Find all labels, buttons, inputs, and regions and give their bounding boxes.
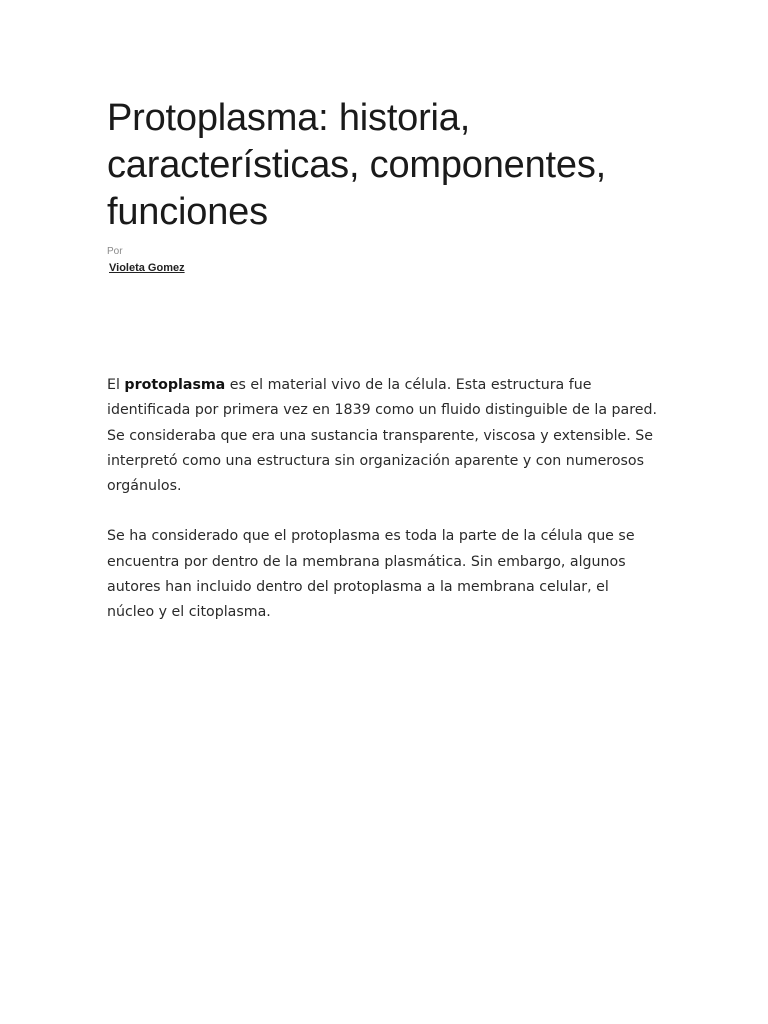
- paragraph-1-text: es el material vivo de la célula. Esta estructura fue identificada por primera vez en 1839 como un fluido distinguible de la pared. Se consideraba que era una sustancia transparente, viscosa y extensible. Se interpretó como una estructura sin organización aparente y con numerosos orgánulos.: [107, 377, 658, 495]
- title-line-1: Protoplasma: historia,: [107, 97, 471, 139]
- article-header: [107, 95, 667, 276]
- byline: [107, 246, 667, 276]
- title-line-2: características, componentes,: [107, 144, 606, 186]
- author-link[interactable]: Violeta Gomez: [109, 262, 185, 274]
- paragraph-1-lead: El: [107, 377, 125, 393]
- title-line-3: funciones: [107, 191, 268, 233]
- paragraph-1: [107, 373, 657, 499]
- article-body: [107, 373, 657, 651]
- by-label: Por: [107, 246, 123, 257]
- paragraph-2-text: Se ha considerado que el protoplasma es toda la parte de la célula que se encuentra por dentro de la membrana plasmática. Sin embargo, algunos autores han incluido dentro del protoplasma a la membrana celular, el núcleo y el citoplasma.: [107, 528, 635, 621]
- article-title: [107, 95, 667, 236]
- paragraph-2: [107, 524, 657, 625]
- paragraph-1-bold-term: protoplasma: [124, 377, 226, 393]
